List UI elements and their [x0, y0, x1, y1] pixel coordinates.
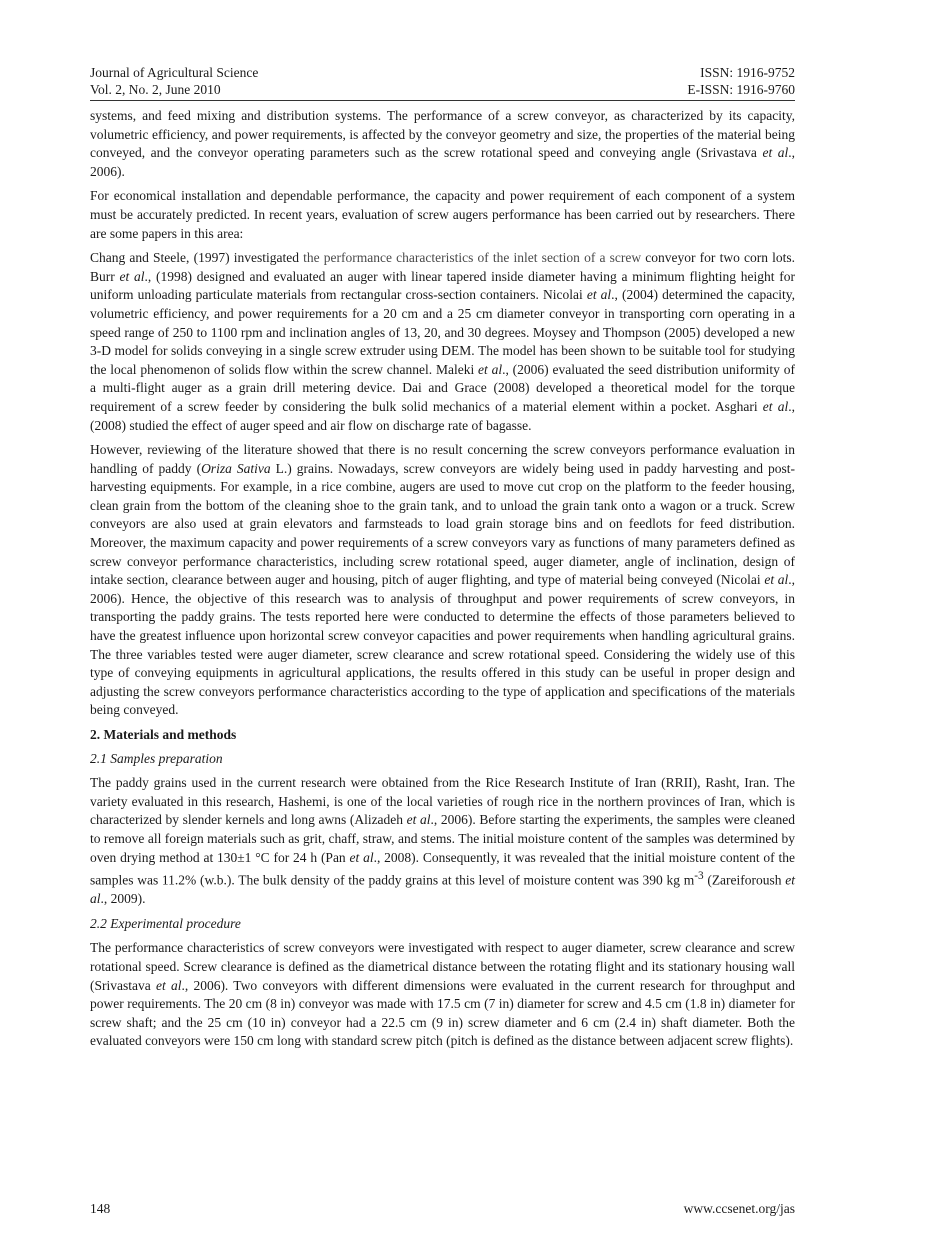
subsection-heading: 2.2 Experimental procedure: [90, 915, 241, 931]
paragraph: systems, and feed mixing and distribution systems. The performance of a screw conveyor, as characterized by its capacity, volumetric efficiency, and power requirements, is affected by the conveyor geometry and size, the properties of the material being conveyed, and the conveyor operating parameters such as the screw rotational speed and conveying angle (Srivastava et al., 2006).: [90, 108, 796, 179]
issn: ISSN: 1916-9752: [700, 65, 795, 80]
paragraph: For economical installation and dependable performance, the capacity and power requirement of each component of a system must be accurately predicted. In recent years, evaluation of screw augers performance has been carried out by researchers. There are some papers in this area:: [90, 188, 795, 241]
paragraph: The performance characteristics of screw conveyors were investigated with respect to auger diameter, screw clearance and screw rotational speed. Screw clearance is defined as the diametrical distance between the rotating flight and its stationary housing wall (Srivastava et al., 2006). Two conveyors with different dimensions were evaluated in the current research for throughput and power requirements. The 20 cm (8 in) conveyor was made with 17.5 cm (7 in) diameter for screw and 4.5 cm (1.8 in) diameter for screw shaft; and the 25 cm (10 in) conveyor had a 22.5 cm (9 in) screw diameter and 6 cm (2.4 in) shaft diameter. Both the evaluated conveyors were 150 cm long with standard screw pitch (pitch is defined as the distance between adjacent screw flights).: [90, 940, 795, 1049]
journal-url: www.ccsenet.org/jas: [683, 1201, 795, 1216]
journal-title: Journal of Agricultural Science: [90, 65, 259, 80]
header-left: [90, 64, 258, 98]
highlighted-text: the performance characteristics of the inlet section of a screw: [303, 250, 642, 266]
header-rule: [90, 100, 795, 101]
running-header: [90, 64, 795, 98]
paragraph: However, reviewing of the literature showed that there is no result concerning the screw conveyors performance evaluation in handling of paddy (Oriza Sativa L.) grains. Nowadays, screw conveyors are widely being used in paddy harvesting and post-harvesting equipments. For example, in a rice combine, augers are used to move cut crop on the platform to the feeder housing, clean grain from the bottom of the cleaning shoe to the grain tank, and to unload the grain tank onto a wagon or a truck. Screw conveyors are also used at grain elevators and farmsteads to load grain storage bins and on feedlots for feed distribution. Moreover, the maximum capacity and power requirements of a screw conveyors vary as functions of many parameters defined as screw conveyor performance characteristics, including screw rotational speed, auger diameter, angle of inclination, design of intake section, clearance between auger and housing, pitch of auger flighting, and type of material being conveyed (Nicolai et al., 2006). Hence, the objective of this research was to analysis of throughput and power requirements of screw conveyors, in transporting the paddy grains. The tests reported here were conducted to determine the effects of those parameters believed to have the greatest influence upon horizontal screw conveyor capacities and power requirements when handling agricultural grains. The three variables tested were auger diameter, screw clearance and screw rotational speed. Considering the widely use of this type of conveying equipments in agricultural applications, the results offered in this study can be useful in proper design and adjusting the screw conveyors performance characteristics according to the type of application and specifications of the materials being conveyed.: [90, 442, 796, 718]
page-number: 148: [90, 1201, 111, 1216]
header-right: [687, 64, 795, 98]
article-body: [90, 107, 795, 1057]
subsection-heading: 2.1 Samples preparation: [90, 750, 223, 766]
journal-volume: Vol. 2, No. 2, June 2010: [90, 82, 221, 97]
paragraph: The paddy grains used in the current research were obtained from the Rice Research Institute of Iran (RRII), Rasht, Iran. The variety evaluated in this research, Hashemi, is one of the local varieties of rough rice in the northern provinces of Iran, which is characterized by slender kernels and long awns (Alizadeh et al., 2006). Before starting the experiments, the samples were cleaned to remove all foreign materials such as grit, chaff, straw, and stems. The initial moisture content of the samples was determined by oven drying method at 130±1 °C for 24 h (Pan et al., 2008). Consequently, it was revealed that the initial moisture content of the samples was 11.2% (w.b.). The bulk density of the paddy grains at this level of moisture content was 390 kg $m^{-3}$ (Zareiforoush et al., 2009).: [90, 775, 795, 907]
section-heading: 2. Materials and methods: [90, 727, 237, 742]
page-footer: [90, 1201, 795, 1217]
eissn: E-ISSN: 1916-9760: [687, 82, 795, 97]
paragraph: Chang and Steele, (1997) investigated the performance characteristics of the inlet section of a screw conveyor for two corn lots. Burr et al., (1998) designed and evaluated an auger with linear tapered inside diameter having a minimum flighting height for uniform unloading particulate materials from rectangular cross-section containers. Nicolai et al., (2004) determined the capacity, volumetric efficiency, and power requirements for a 20 cm and a 25 cm diameter conveyor in transporting corn operating in a speed range of 250 to 1100 rpm and inclination angles of 13, 20, and 30 degrees. Moysey and Thompson (2005) developed a new 3-D model for solids conveying in a single screw extruder using DEM. The model has been shown to be suitable tool for studying the local phenomenon of solids flow within the screw channel. Maleki et al., (2006) evaluated the seed distribution uniformity of a multi-flight auger as a grain drill metering device. Dai and Grace (2008) developed a theoretical model for the torque requirement of a screw feeder by considering the bulk solid mechanics of a material element within a pocket. Asghari et al., (2008) studied the effect of auger speed and air flow on discharge rate of bagasse.: [90, 250, 796, 433]
